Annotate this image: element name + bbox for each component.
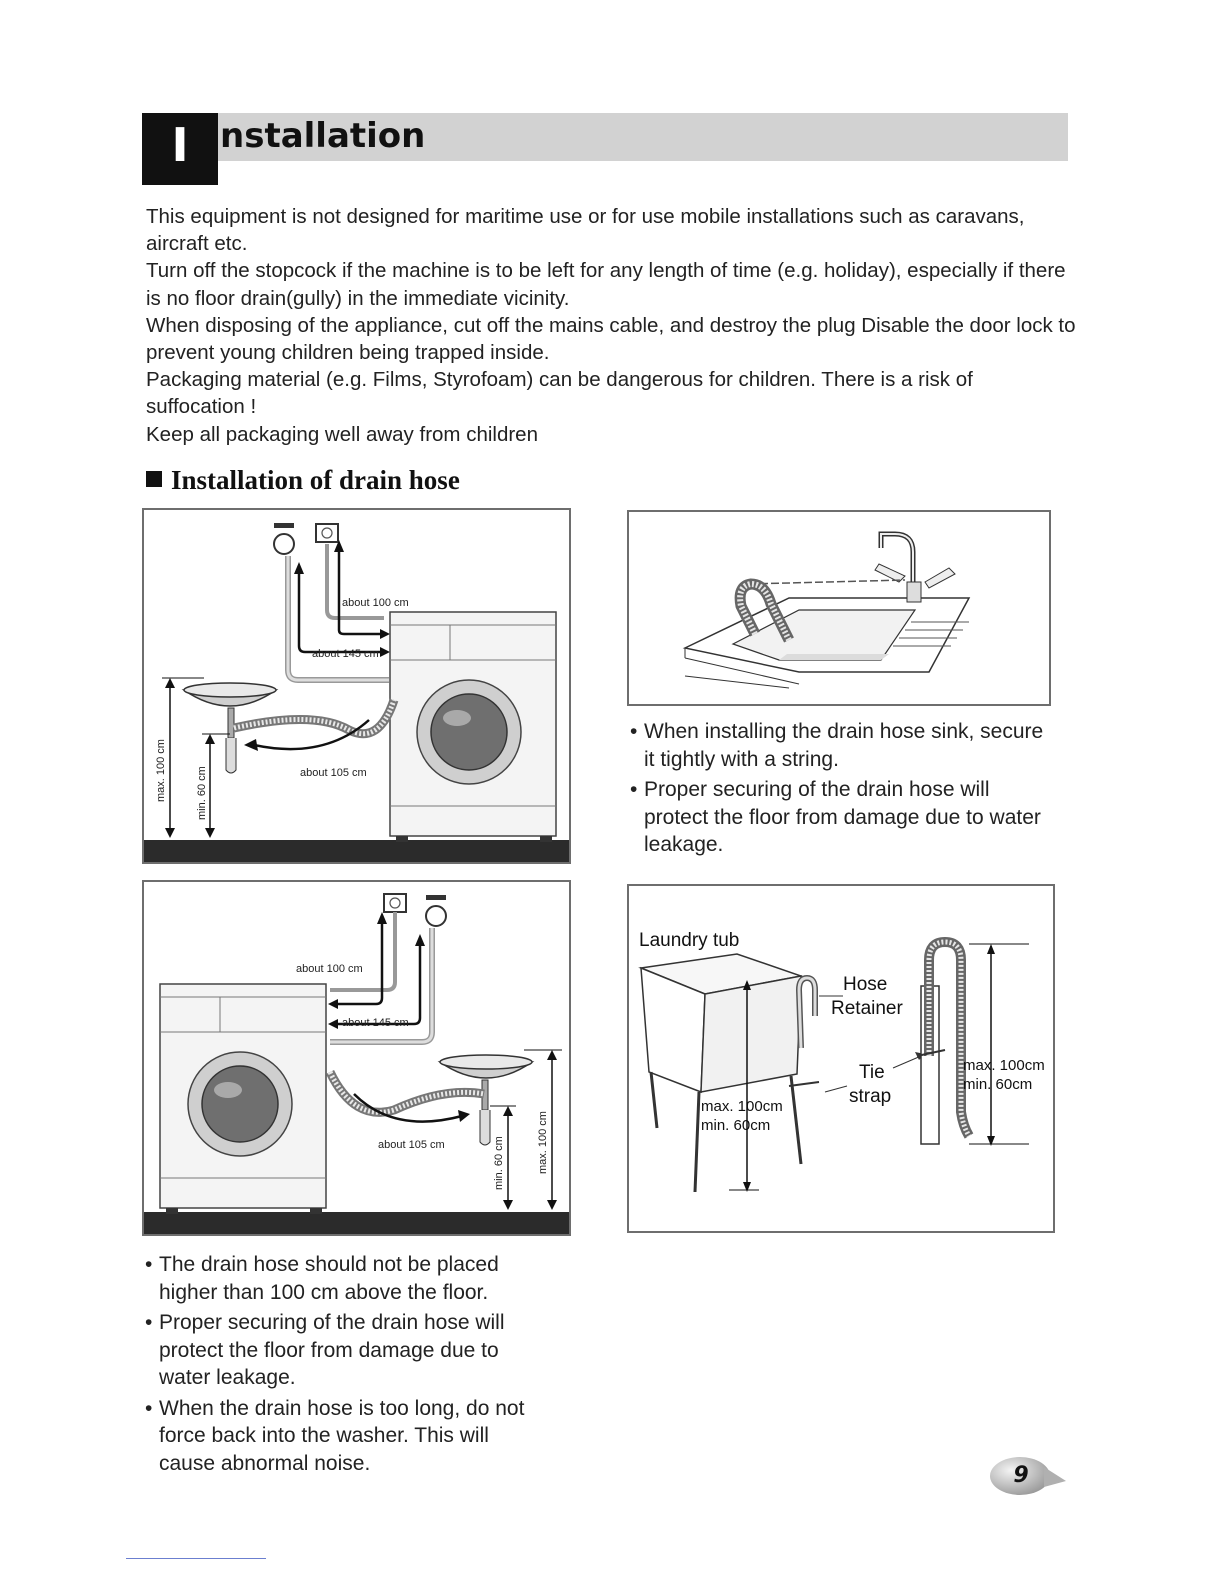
figure-3-drawing [629,512,1051,706]
page-title: nstallation [220,116,426,156]
label-about-100: about 100 cm [342,597,409,609]
figure-1-drawing [144,510,571,864]
label-tub-max: max. 100cm [701,1098,783,1115]
label-about-105: about 105 cm [378,1139,445,1151]
label-pipe-max: max. 100cm [963,1057,1045,1074]
label-laundry-tub: Laundry tub [639,930,740,951]
tap-icon [274,534,294,554]
socket-icon [316,524,338,542]
intro-paragraph: Turn off the stopcock if the machine is to be left for any length of time (e.g. holiday), especially if there is no floor drain(gully) in the immediate vicinity. [146,259,1066,310]
floor-note: • Proper securing of the drain hose will protect the floor from damage due to water leakage. [145,1309,545,1392]
sink-notes [630,718,1050,862]
figure-sink-string [627,510,1051,706]
label-about-105: about 105 cm [300,767,367,779]
label-min-60: min. 60 cm [493,1136,505,1190]
label-max-100: max. 100 cm [537,1111,549,1174]
section-title: Installation of drain hose [171,465,460,495]
label-pipe-min: min. 60cm [963,1076,1033,1093]
floor-note: • The drain hose should not be placed higher than 100 cm above the floor. [145,1251,545,1306]
string [749,580,905,584]
intro-paragraph: Keep all packaging well away from children [146,422,538,446]
footer-link-line [126,1558,266,1559]
square-bullet-icon [146,471,162,487]
faucet-icon [907,582,921,602]
tap-icon [426,906,446,926]
figure-2-drawing [144,882,571,1236]
intro-paragraph: Packaging material (e.g. Films, Styrofoam) can be dangerous for children. There is a risk of suffocation ! [146,368,973,419]
label-max-100: max. 100 cm [155,739,167,802]
floor-note: • When the drain hose is too long, do not force back into the washer. This will cause abnormal noise. [145,1395,545,1478]
label-tub-min: min. 60cm [701,1117,771,1134]
figure-basin-right-washer [142,508,571,864]
sink-note: • When installing the drain hose sink, secure it tightly with a string. [630,718,1050,773]
label-about-145: about 145 cm [312,648,379,660]
page-number: 9 [1013,1463,1029,1488]
figure-4-drawing [629,886,1055,1233]
title-initial: I [142,113,218,185]
label-tie: Tie [859,1062,885,1083]
socket-icon [384,894,406,912]
section-heading [146,463,460,497]
figure-laundry-tub [627,884,1055,1233]
floor-notes [145,1251,545,1480]
label-strap: strap [849,1086,892,1107]
intro-paragraph: This equipment is not designed for maritime use or for use mobile installations such as caravans, aircraft etc. [146,205,1025,256]
label-about-145: about 145 cm [342,1017,409,1029]
label-about-100: about 100 cm [296,963,363,975]
label-hose: Hose [843,974,888,995]
figure-basin-left-washer [142,880,571,1236]
label-min-60: min. 60 cm [196,766,208,820]
sink-note: • Proper securing of the drain hose will protect the floor from damage due to water leakage. [630,776,1050,859]
intro-text [146,203,1076,448]
label-retainer: Retainer [831,998,903,1019]
intro-paragraph: When disposing of the appliance, cut off the mains cable, and destroy the plug Disable the door lock to prevent young children being trapped inside. [146,313,1076,365]
